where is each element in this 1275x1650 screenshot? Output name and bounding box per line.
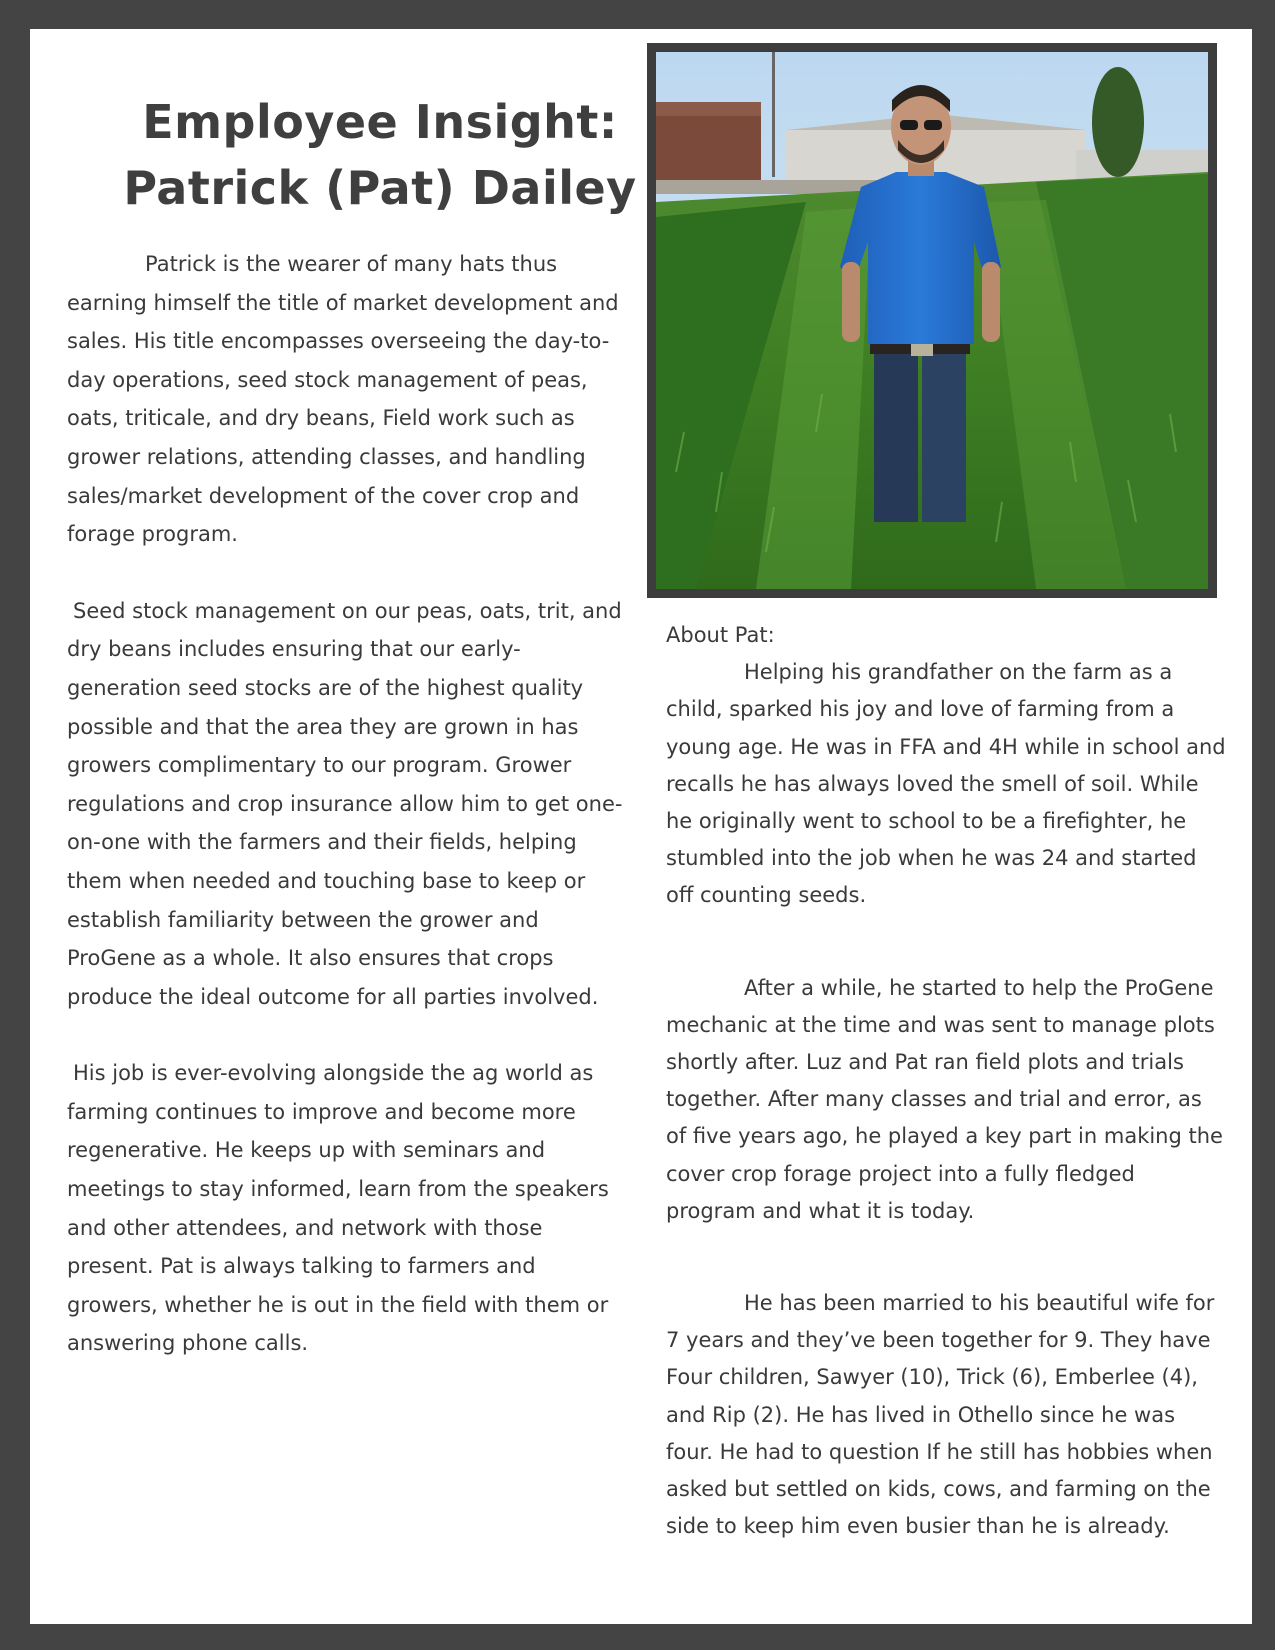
paragraph-childhood: Helping his grandfather on the farm as a child, sparked his joy and love of farming from a young age. He was in FFA and 4H while in school and recalls he has always loved the smell of soil. While he originally went to school to be a firefighter, he stumbled into the job when he was 24 and started off counting seeds. [666,660,1226,908]
about-heading: About Pat: [666,623,775,647]
paragraph-job-evolving: His job is ever-evolving alongside the ag world as farming continues to improve and become more regenerative. He keeps up with seminars and meetings to stay informed, learn from the speakers and other attendees, and network with those present. Pat is always talking to farmers and growers, whether he is out in the field with them or answering phone calls. [67,1061,609,1356]
left-column [67,245,627,1401]
title-line-1: Employee Insight: [142,95,618,149]
paragraph-career: After a while, he started to help the ProGene mechanic at the time and was sent to manage plots shortly after. Luz and Pat ran field plots and trials together. After many classes and trial and error, as of five years ago, he played a key part in making the cover crop forage project into a fully fledged program and what it is today. [666,975,1223,1223]
right-column [666,617,1226,1545]
paragraph-seed-stock: Seed stock management on our peas, oats, trit, and dry beans includes ensuring that our early-generation seed stocks are of the highest quality possible and that the area they are grown in has growers complimentary to our program. Grower regulations and crop insurance allow him to get one-on-one with the farmers and their fields, helping them when needed and touching base to keep or establish familiarity between the grower and ProGene as a whole. It also ensures that crops produce the ideal outcome for all parties involved. [67,598,623,1009]
newsletter-page [30,29,1252,1624]
page-title [90,89,670,221]
photo-frame [647,43,1217,598]
paragraph-family: He has been married to his beautiful wife for 7 years and they’ve been together for 9. They have Four children, Sawyer (10), Trick (6), Emberlee (4), and Rip (2). He has lived in Othello since he was four. He had to question If he still has hobbies when asked but settled on kids, cows, and farming on the side to keep him even busier than he is already. [666,1291,1215,1539]
employee-photo [656,52,1208,589]
paragraph-role: Patrick is the wearer of many hats thus earning himself the title of market development and sales. His title encompasses overseeing the day-to-day operations, seed stock management of peas, oats, triticale, and dry beans, Field work such as grower relations, attending classes, and handling sales/market development of the cover crop and forage program. [67,252,619,547]
title-line-2: Patrick (Pat) Dailey [123,161,637,215]
